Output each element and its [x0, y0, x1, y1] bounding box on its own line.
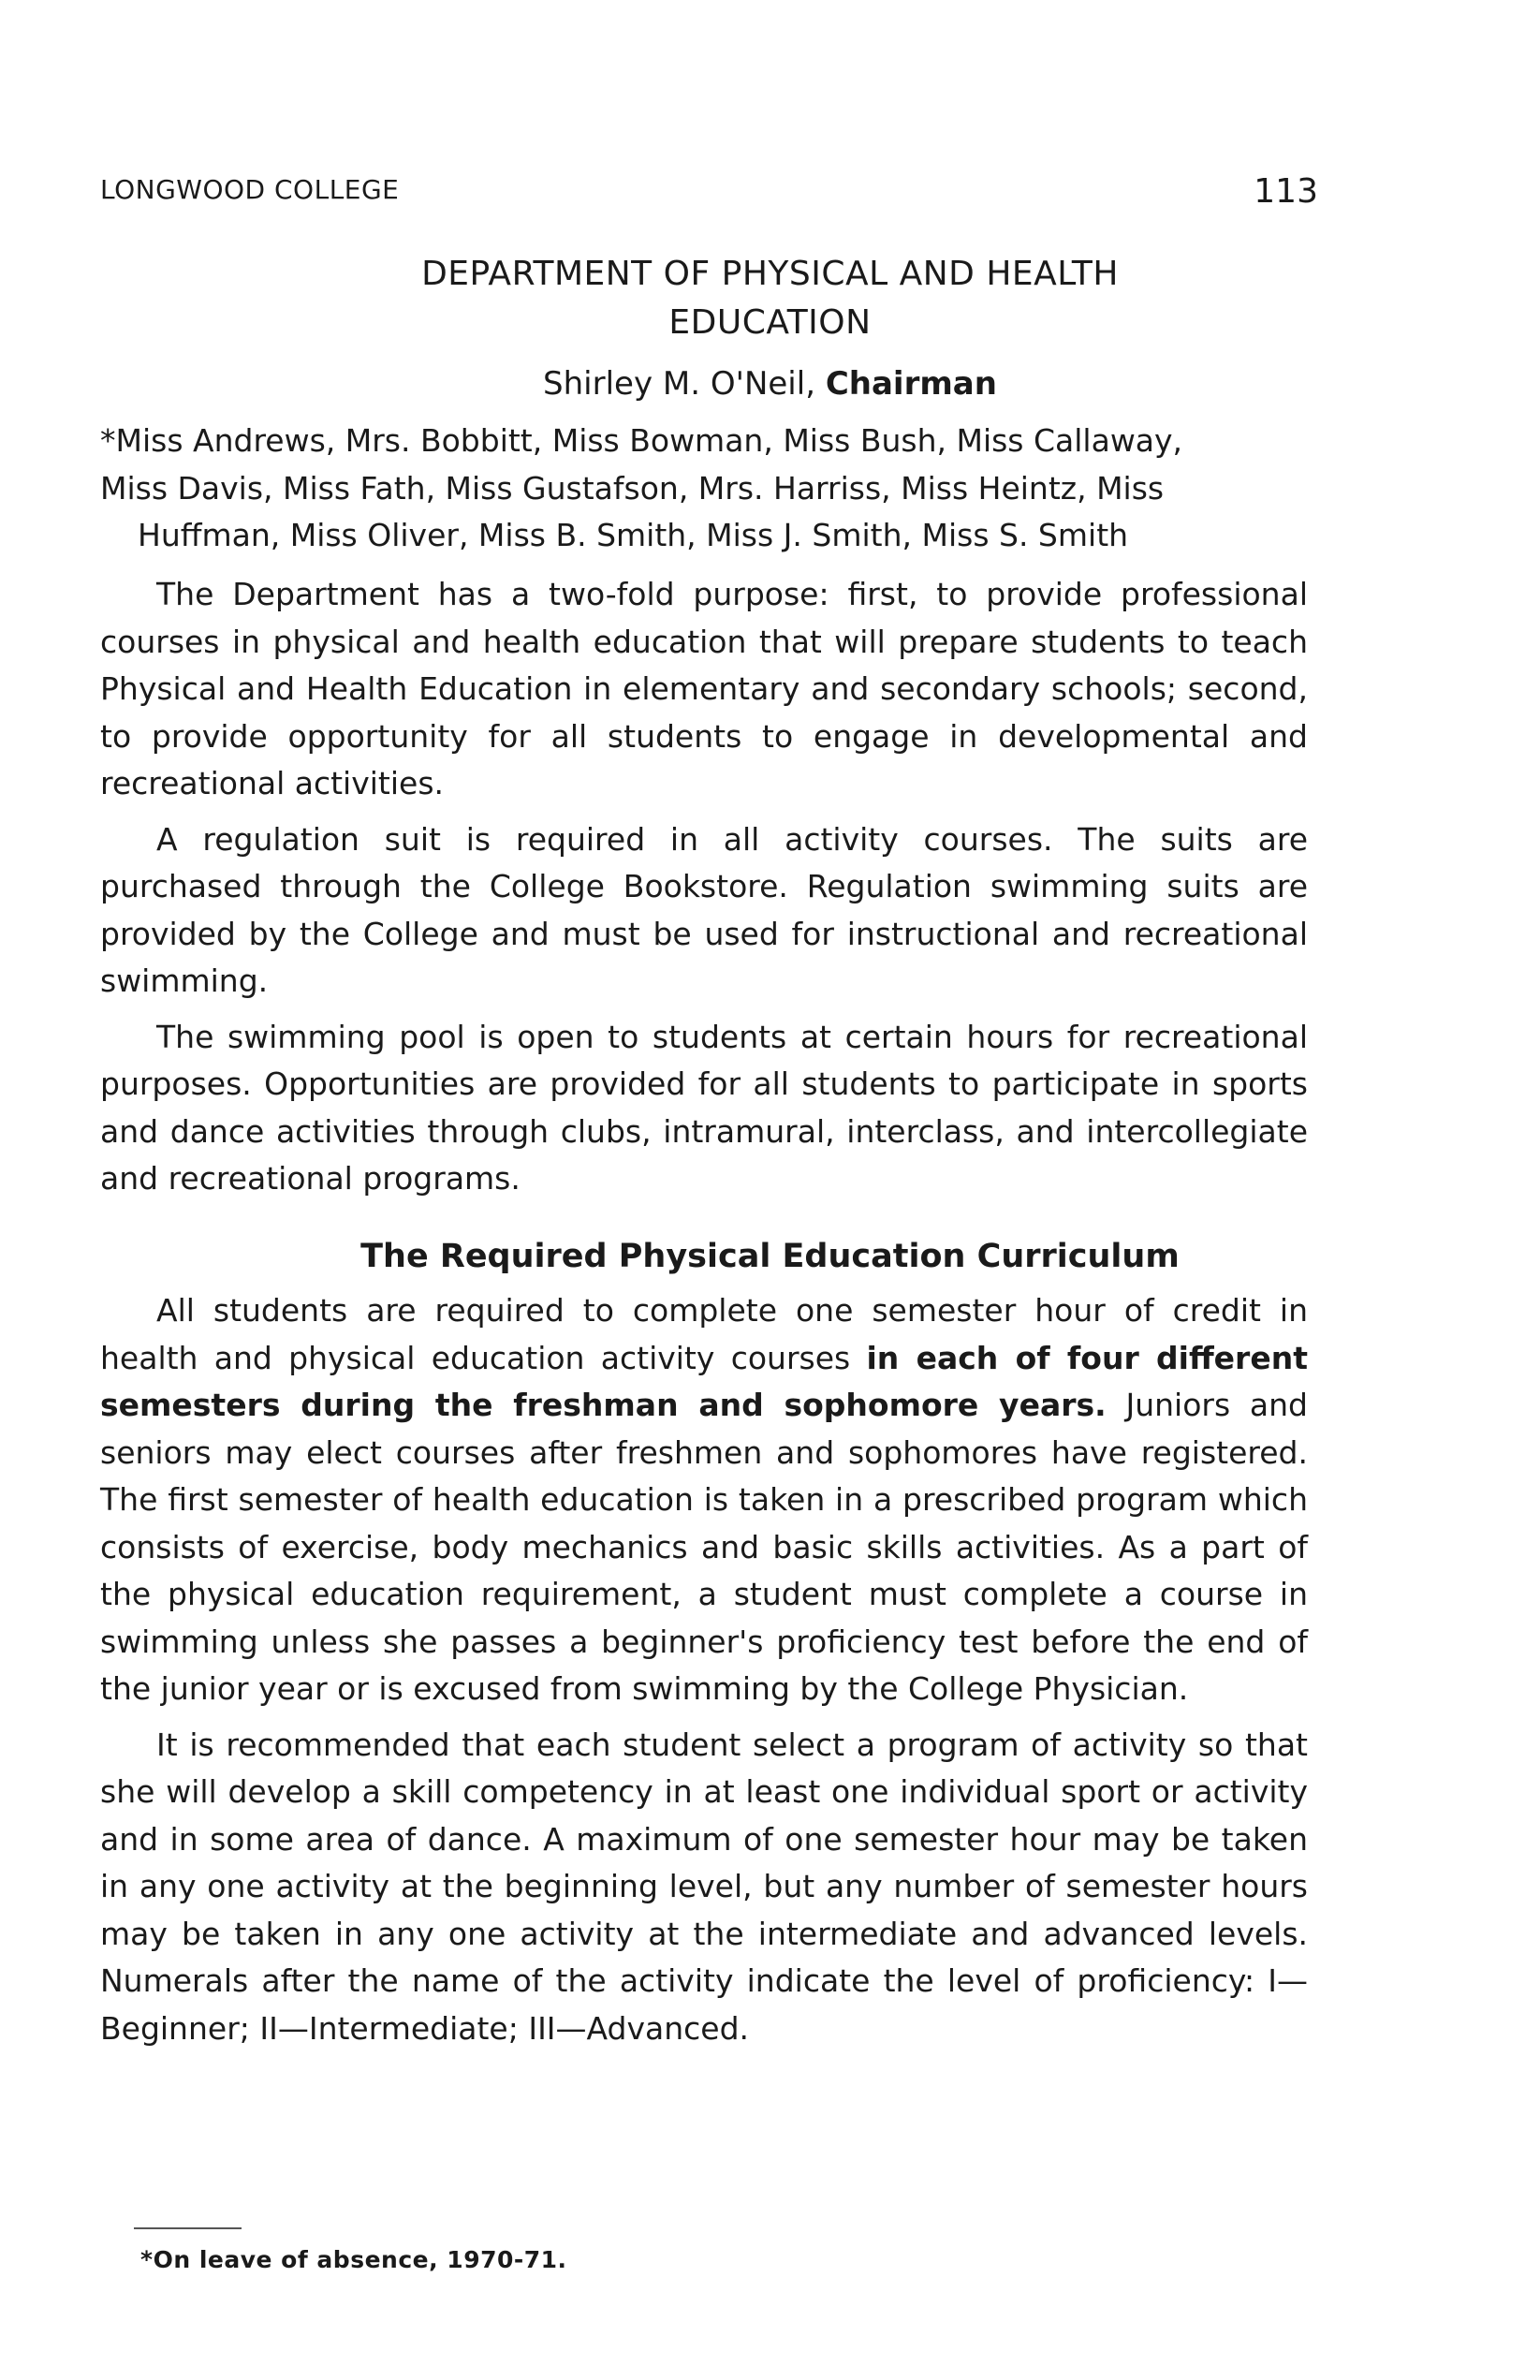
pool-paragraph: The swimming pool is open to students at certain hours for recreational purposes. Opportunities are provided for all students to participate in sports and dance activities through clubs, intramural, interclass, and intercollegiate and recreational programs. [100, 1018, 1308, 1197]
footnote: *On leave of absence, 1970-71. [140, 2246, 567, 2273]
uniform-paragraph: A regulation suit is required in all activity courses. The suits are purchased through the College Bookstore. Regulation swimming suits are provided by the College and must be used for instructional and recreational swimming. [100, 820, 1308, 999]
purpose-paragraph: The Department has a two-fold purpose: first, to provide professional courses in physical and health education that will prepare students to teach Physical and Health Education in elementary and secondary schools; second, to provide opportunity for all students to engage in developmental and recreational activities. [100, 576, 1308, 801]
requirement-paragraph [100, 1287, 1308, 1713]
curriculum-section [100, 1287, 1308, 2061]
requirement-text-end: Juniors and seniors may elect courses after freshmen and sophomores have registered. The first semester of health education is taken in a prescribed program which consists of exercise, body mechanics and basic skills activities. As a part of the physical education requirement, a student must complete a course in swimming unless she passes a beginner's proficiency test before the end of the junior year or is excused from swimming by the College Physician. [100, 1387, 1309, 1707]
requirement-text-start: All students are required to complete one semester hour of credit in health and physical education activity courses [100, 1292, 1308, 1376]
page-number: 113 [1254, 172, 1318, 211]
faculty-list [100, 418, 1308, 560]
running-title: LONGWOOD COLLEGE [100, 174, 400, 205]
chair-role: Chairman [825, 365, 997, 403]
faculty-line: Miss Davis, Miss Fath, Miss Gustafson, Mrs. Harriss, Miss Heintz, Miss [100, 469, 1165, 507]
department-title [0, 250, 1540, 347]
department-title-line2: EDUCATION [668, 303, 872, 342]
recommendation-paragraph: It is recommended that each student select a program of activity so that she will develop a skill competency in at least one individual sport or activity and in some area of dance. A maximum of one semester hour may be taken in any one activity at the beginning level, but any number of semester hours may be taken in any one activity at the intermediate and advanced levels. Numerals after the name of the activity indicate the level of proficiency: I—Beginner; II—Intermediate; III—Advanced. [100, 1726, 1308, 2047]
footnote-divider [134, 2227, 242, 2229]
department-title-line1: DEPARTMENT OF PHYSICAL AND HEALTH [421, 255, 1119, 293]
department-chair [0, 361, 1540, 406]
department-introduction [100, 571, 1308, 1212]
section-heading: The Required Physical Education Curriculum [360, 1238, 1180, 1275]
requirement-emphasis: in each of four different semesters during the freshman and sophomore years. [100, 1339, 1308, 1423]
faculty-line: *Miss Andrews, Mrs. Bobbitt, Miss Bowman, Miss Bush, Miss Callaway, [100, 422, 1183, 459]
faculty-line: Huffman, Miss Oliver, Miss B. Smith, Miss J. Smith, Miss S. Smith [138, 517, 1129, 553]
chair-name: Shirley M. O'Neil, [543, 365, 816, 403]
